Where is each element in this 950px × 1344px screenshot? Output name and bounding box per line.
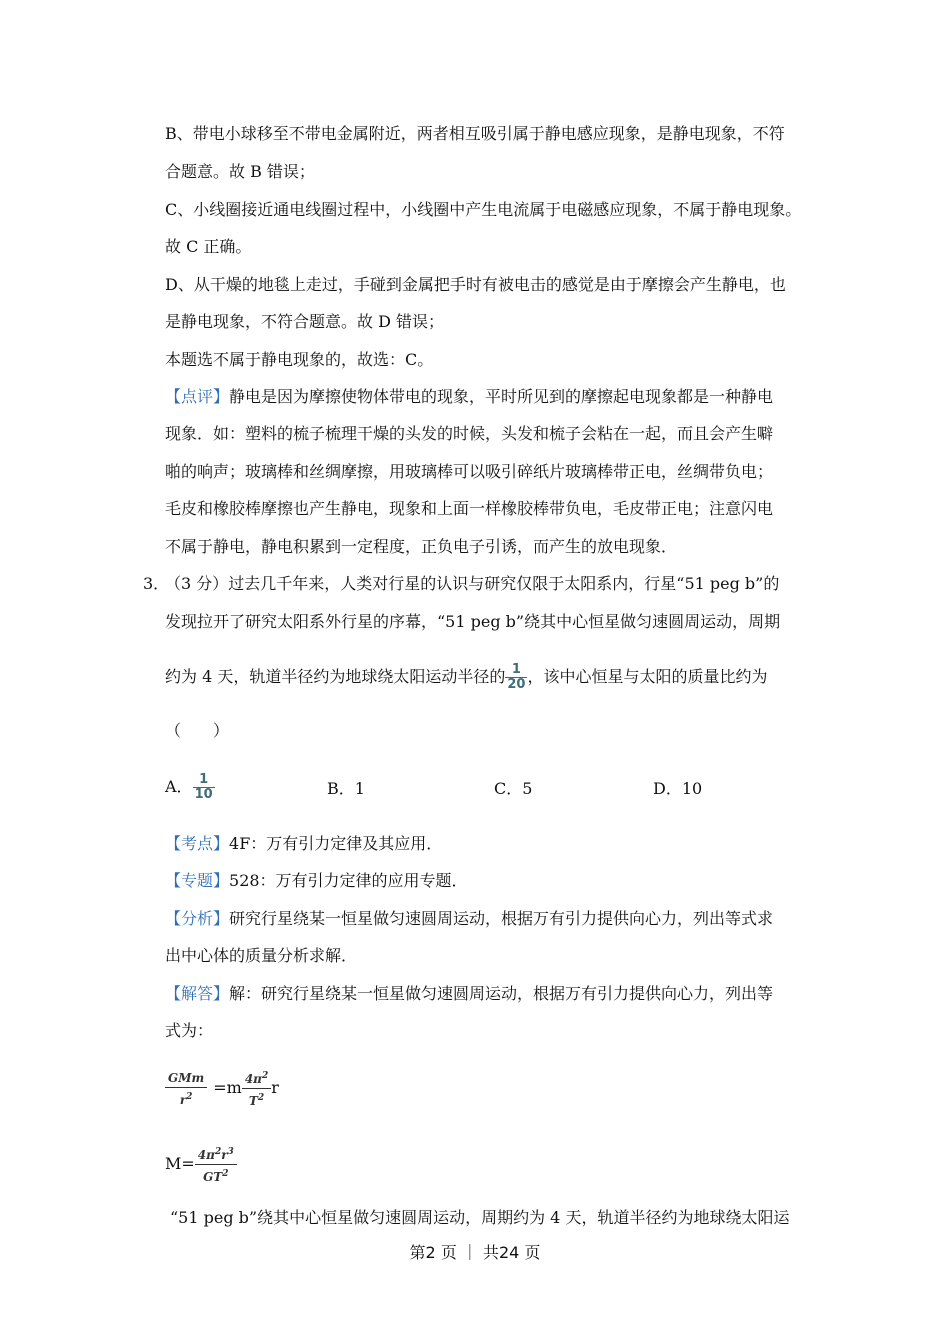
paragraph-c-line1: C、小线圈接近通电线圈过程中，小线圈中产生电流属于电磁感应现象，不属于静电现象。 [165,200,802,219]
formula-rhs-den-exponent: 2 [257,1093,265,1103]
comment-line1 [165,387,773,407]
formula-rhs-fraction [242,1067,271,1110]
paragraph-answer: 本题选不属于静电现象的，故选：C。 [165,350,434,369]
paragraph-d-line2: 是静电现象，不符合题意。故 D 错误； [165,312,445,331]
fenxi-tag: 【分析】 [165,909,230,928]
fenxi-line2: 出中心体的质量分析求解． [165,946,358,965]
comment-line5: 不属于静电，静电积累到一定程度，正负电子引诱，而产生的放电现象． [165,537,678,556]
formula-lhs-denominator: r [179,1092,187,1107]
formula-tail: r [271,1078,279,1097]
fraction-one-twentieth [505,663,527,692]
option-a-fraction [193,773,215,802]
option-b[interactable]: B．1 [327,779,365,798]
option-a[interactable] [165,768,215,806]
jieda-line2: 式为： [165,1021,214,1040]
option-a-denominator: 10 [194,787,213,802]
fenxi-text: 研究行星绕某一恒星做匀速圆周运动，根据万有引力提供向心力，列出等式求 [229,909,774,928]
comment-line2: 现象．如：塑料的梳子梳理干燥的头发的时候，头发和梳子会粘在一起，而且会产生噼 [165,424,774,443]
zhuanti-line [165,871,468,891]
formula-eq: =m [213,1078,242,1097]
formula-mass-exp3: 3 [227,1147,234,1157]
paragraph-b-line2: 合题意。故 B 错误； [165,162,315,181]
question-line1: （3 分）过去几千年来，人类对行星的认识与研究仅限于太阳系内，行星“51 peg b”的 [165,574,780,593]
paragraph-b-line1: B、带电小球移至不带电金属附近，两者相互吸引属于静电感应现象，是静电现象，不符 [165,124,785,143]
question-paren: （ ） [165,721,230,740]
kaodian-text: 4F：万有引力定律及其应用． [229,834,443,853]
zhuanti-tag: 【专题】 [165,871,230,890]
formula-mass-fraction [195,1143,237,1186]
comment-line4: 毛皮和橡胶棒摩擦也产生静电，现象和上面一样橡胶棒带负电，毛皮带正电；注意闪电 [165,499,774,518]
comment-tag: 【点评】 [165,387,230,406]
last-line: “51 peg b”绕其中心恒星做匀速圆周运动，周期约为 4 天，轨道半径约为地球绕太阳运 [170,1208,790,1227]
option-c[interactable]: C．5 [494,779,533,798]
formula-mass-denominator: GT [203,1170,223,1184]
comment-text: 静电是因为摩擦使物体带电的现象，平时所见到的摩擦起电现象都是一种静电 [229,387,774,406]
formula-lhs-numerator: GMm [168,1070,205,1085]
kaodian-line [165,834,442,854]
jieda-line1 [165,984,773,1004]
formula-gravity [165,1066,279,1110]
question-line2: 发现拉开了研究太阳系外行星的序幕，“51 peg b”绕其中心恒星做匀速圆周运动，周期 [165,612,781,631]
fenxi-line1 [165,909,773,929]
option-d[interactable]: D．10 [653,779,703,798]
formula-rhs-num-exponent: 2 [261,1071,269,1081]
question-line3 [165,660,767,694]
formula-mass-num-b: r [221,1148,228,1162]
fraction-numerator: 1 [505,663,527,678]
question-line3-before: 约为 4 天，轨道半径约为地球绕太阳运动半径的 [165,667,506,686]
option-a-numerator: 1 [193,773,215,788]
formula-mass-lhs: M= [165,1154,195,1173]
fraction-denominator: 20 [507,677,526,692]
paragraph-c-line2: 故 C 正确。 [165,237,252,256]
zhuanti-text: 528：万有引力定律的应用专题． [229,871,468,890]
formula-lhs-fraction [165,1069,207,1109]
formula-mass [165,1140,237,1188]
question-number: 3． [143,574,170,593]
formula-mass-den-exp: 2 [222,1169,229,1179]
option-a-label: A． [165,777,193,796]
page-footer: 第2 页 ｜ 共24 页 [409,1243,541,1262]
jieda-tag: 【解答】 [165,984,230,1003]
paragraph-d-line1: D、从干燥的地毯上走过，手碰到金属把手时有被电击的感觉是由于摩擦会产生静电，也 [165,275,786,294]
formula-rhs-denominator: T [248,1094,258,1108]
formula-rhs-numerator: 4π [244,1072,262,1086]
formula-mass-num-a: 4π [197,1148,215,1162]
formula-lhs-exponent: 2 [186,1091,193,1102]
kaodian-tag: 【考点】 [165,834,230,853]
comment-line3: 啪的响声；玻璃棒和丝绸摩擦，用玻璃棒可以吸引碎纸片玻璃棒带正电，丝绸带负电； [165,462,774,481]
formula-mass-exp2: 2 [214,1147,222,1157]
question-line3-after: ，该中心恒星与太阳的质量比约为 [527,667,768,686]
jieda-text: 解：研究行星绕某一恒星做匀速圆周运动，根据万有引力提供向心力，列出等 [229,984,774,1003]
